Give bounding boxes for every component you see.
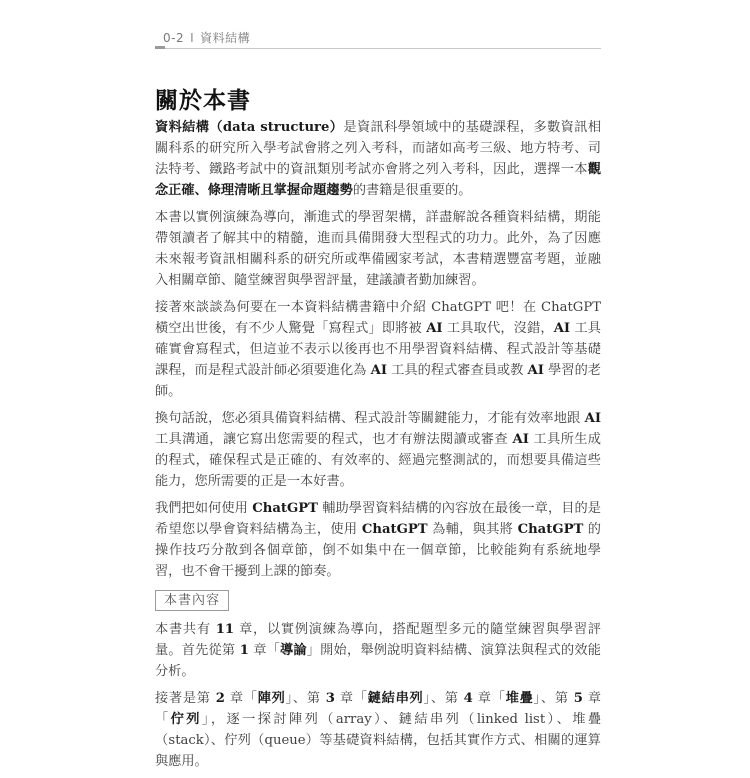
text-run: 的書籍是很重要的。 [352, 183, 472, 198]
text-run: 接著是第 [155, 691, 216, 706]
emphasis-text: AI [370, 363, 387, 378]
text-run: 本書共有 [155, 622, 216, 637]
emphasis-text: 11 [215, 622, 235, 637]
emphasis-text: 資料結構（data structure） [155, 120, 344, 135]
paragraph [155, 619, 601, 682]
emphasis-text: AI [584, 411, 601, 426]
text-run: 」、第 [285, 691, 326, 706]
text-run: 我們把如何使用 [155, 501, 253, 516]
emphasis-text: AI [527, 363, 544, 378]
text-run: 章「 [248, 643, 281, 658]
header-rule [155, 48, 601, 49]
text-run: 章「 [155, 691, 602, 727]
emphasis-text: ChatGPT [517, 522, 584, 537]
emphasis-text: 堆疊 [505, 691, 534, 706]
emphasis-text: 導論 [280, 643, 307, 658]
page-title: 關於本書 [155, 87, 251, 114]
text-run: 換句話說，您必須具備資料結構、程式設計等關鍵能力，才能有效率地跟 [155, 411, 585, 426]
paragraph [155, 498, 601, 582]
emphasis-text: ChatGPT [361, 522, 428, 537]
text-run: 」，逐一探討陣列（array）、鏈結串列（linked list）、堆疊（stack）、佇列（queue）等基礎資料結構，包括其實作方式、相關的運算與應用。 [155, 712, 602, 769]
emphasis-text: AI [512, 432, 529, 447]
text-run: 接著來談談為何要在一本資料結構書籍中介紹 ChatGPT 吧！在 ChatGPT 橫空出世後，有不少人驚覺「寫程式」即將被 [155, 300, 601, 336]
emphasis-text: AI [426, 321, 443, 336]
header-tab-marker [155, 46, 165, 49]
text-run: 為輔，與其將 [427, 522, 518, 537]
emphasis-text: 4 [463, 691, 473, 706]
text-run: 章「 [472, 691, 506, 706]
paragraph [155, 297, 601, 402]
paragraph [155, 207, 601, 291]
text-run: 工具的程式審查員或教 [387, 363, 528, 378]
text-run: 」開始，舉例說明資料結構、演算法與程式的效能分析。 [155, 643, 601, 679]
chapter-title: 資料結構 [200, 31, 251, 45]
header-separator: I [190, 31, 195, 45]
emphasis-text: 陣列 [257, 691, 286, 706]
intro-paragraphs [155, 117, 601, 582]
text-run: 輔助學習資料結構的內容放在最後一章，目的是希望您以學會資料結構為主，使用 [155, 501, 601, 537]
page-number: 0-2 [163, 31, 185, 45]
text-run: 的操作技巧分散到各個章節，倒不如集中在一個章節，比較能夠有系統地學習，也不會干擾到上課的節奏。 [155, 522, 601, 579]
section-heading-box: 本書內容 [155, 590, 229, 611]
paragraph [155, 688, 601, 772]
text-run: 學習的老師。 [155, 363, 601, 399]
running-header [163, 29, 250, 46]
emphasis-text: 5 [573, 691, 583, 706]
text-run: 工具溝通，讓它寫出您需要的程式，也才有辦法閱讀或審查 [155, 432, 513, 447]
text-run: 工具所生成的程式，確保程式是正確的、有效率的、經過完整測試的，而想要具備這些能力，您所需要的正是一本好書。 [155, 432, 601, 489]
emphasis-text: 觀念正確、條理清晰且掌握命題趨勢 [155, 162, 601, 198]
emphasis-text: 3 [325, 691, 335, 706]
text-run: 」、第 [423, 691, 464, 706]
text-run: 章「 [224, 691, 258, 706]
paragraph [155, 117, 601, 201]
text-run: 章，以實例演練為導向，搭配題型多元的隨堂練習與學習評量。首先從第 [155, 622, 601, 658]
section-paragraphs [155, 619, 601, 772]
text-run: 章「 [334, 691, 368, 706]
emphasis-text: 佇列 [170, 712, 202, 727]
emphasis-text: AI [553, 321, 571, 336]
text-run: 」、第 [533, 691, 574, 706]
emphasis-text: ChatGPT [252, 501, 318, 516]
text-run: 工具取代，沒錯， [442, 321, 554, 336]
text-run: 工具確實會寫程式，但這並不表示以後再也不用學習資料結構、程式設計等基礎課程，而是程式設計師必須要進化為 [155, 321, 601, 378]
text-run: 本書以實例演練為導向，漸進式的學習架構，詳盡解說各種資料結構，期能帶領讀者了解其中的精髓，進而具備開發大型程式的功力。此外，為了因應未來報考資訊相關科系的研究所或準備國家考試，本書精選豐富考題，並融入相關章節、隨堂練習與學習評量，建議讀者勤加練習。 [155, 210, 601, 288]
body-text [155, 117, 601, 778]
paragraph [155, 408, 601, 492]
emphasis-text: 鏈結串列 [367, 691, 424, 706]
emphasis-text: 1 [239, 643, 249, 658]
text-run: 是資訊科學領域中的基礎課程，多數資訊相關科系的研究所入學考試會將之列入考科，而諸如高考三級、地方特考、司法特考、鐵路考試中的資訊類別考試亦會將之列入考科，因此，選擇一本 [155, 120, 602, 177]
emphasis-text: 2 [215, 691, 225, 706]
